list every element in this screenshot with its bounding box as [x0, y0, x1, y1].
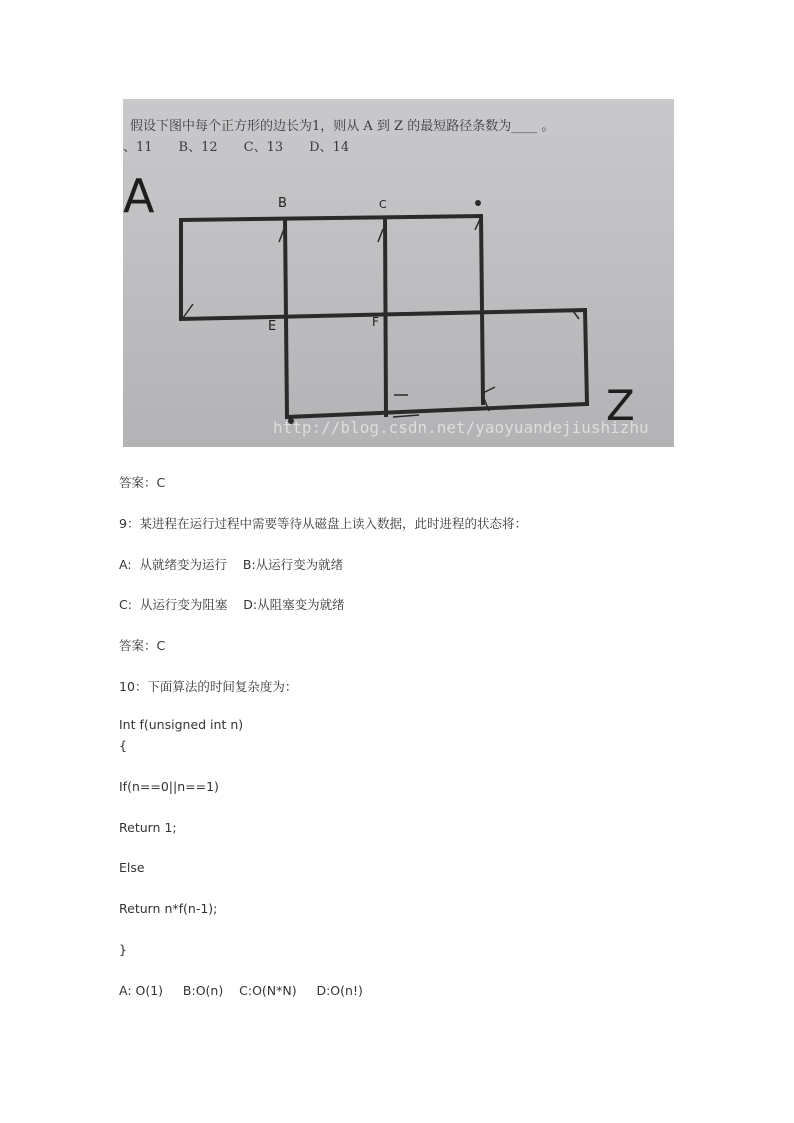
code-line: Else [119, 860, 145, 875]
watermark: http://blog.csdn.net/yaoyuandejiushizhu [273, 418, 649, 437]
code-line: If(n==0||n==1) [119, 779, 219, 794]
q9-options-cd: C: 从运行变为阻塞 D:从阻塞变为就绪 [119, 597, 345, 612]
question-options: 、11 B、12 C、13 D、14 [123, 140, 350, 155]
node-b: B [278, 196, 287, 211]
code-line: } [119, 942, 127, 957]
code-line: Return 1; [119, 820, 177, 835]
answer-line: 答案：C [119, 638, 166, 653]
question-text: 假设下图中每个正方形的边长为1，则从 A 到 Z 的最短路径条数为____ 。 [130, 119, 555, 134]
label-z: Z [606, 381, 635, 430]
node-c: C [379, 198, 387, 211]
code-line: Return n*f(n-1); [119, 901, 218, 916]
q10-options: A: O(1) B:O(n) C:O(N*N) D:O(n!) [119, 983, 363, 998]
q9-options-ab: A: 从就绪变为运行 B:从运行变为就绪 [119, 557, 344, 572]
code-line: Int f(unsigned int n) [119, 717, 244, 732]
label-a: A [123, 169, 155, 223]
question-10: 10：下面算法的时间复杂度为： [119, 679, 298, 694]
code-line: { [119, 738, 127, 753]
question-9: 9：某进程在运行过程中需要等待从磁盘上读入数据，此时进程的状态将： [119, 516, 527, 531]
node-e: E [268, 319, 277, 334]
answer-line: 答案：C [119, 475, 166, 490]
problem-photo [123, 99, 674, 447]
node-f: F [372, 315, 379, 329]
